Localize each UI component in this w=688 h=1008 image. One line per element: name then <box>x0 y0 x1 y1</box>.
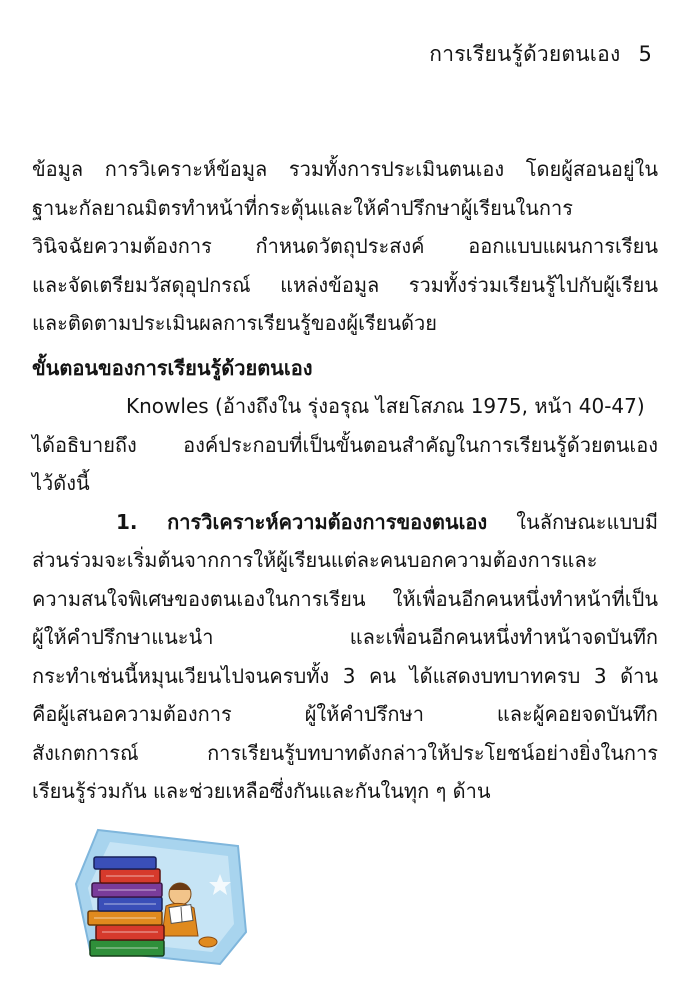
running-header <box>429 38 652 71</box>
item-1-title: 1. การวิเคราะห์ความต้องการของตนเอง <box>116 509 488 534</box>
intro-line: และติดตามประเมินผลการเรียนรู้ของผู้เรียนด้วย <box>32 311 437 335</box>
section-heading: ขั้นตอนของการเรียนรู้ด้วยตนเอง <box>32 355 313 380</box>
item-1-line: สังเกตการณ์ การเรียนรู้บทบาทดังกล่าวให้ประโยชน์อย่างยิ่งในการ <box>32 740 658 765</box>
item-1-line: กระทำเช่นนี้หมุนเวียนไปจนครบทั้ง 3 คน ได้แสดงบทบาทครบ 3 ด้าน <box>32 663 658 688</box>
books-illustration-svg <box>70 824 250 974</box>
item-1-line: ผู้ให้คำปรึกษาแนะนำ และเพื่อนอีกคนหนึ่งทำหน้าจดบันทึก <box>32 625 658 649</box>
citation-line: ไว้ดังนี้ <box>32 471 90 495</box>
page-number: 5 <box>638 42 652 66</box>
citation-line: Knowles (อ้างถึงใน รุ่งอรุณ ไสยโสภณ 1975, หน้า 40-47) <box>126 394 645 418</box>
intro-line: ข้อมูล การวิเคราะห์ข้อมูล รวมทั้งการประเมินตนเอง โดยผู้สอนอยู่ใน <box>32 157 658 181</box>
item-1-line: ความสนใจพิเศษของตนเองในการเรียน ให้เพื่อนอีกคนหนึ่งทำหน้าที่เป็น <box>32 586 658 611</box>
books-reading-icon <box>70 824 250 974</box>
item-1-line: คือผู้เสนอความต้องการ ผู้ให้คำปรึกษา และผู้คอยจดบันทึก <box>32 702 658 726</box>
item-1-first-line <box>32 503 658 542</box>
citation-line: ได้อธิบายถึง องค์ประกอบที่เป็นขั้นตอนสำคัญในการเรียนรู้ด้วยตนเอง <box>32 432 658 457</box>
intro-line: ฐานะกัลยาณมิตรทำหน้าที่กระตุ้นและให้คำปรึกษาผู้เรียนในการ <box>32 195 574 220</box>
header-title: การเรียนรู้ด้วยตนเอง <box>429 42 621 66</box>
intro-line: วินิจฉัยความต้องการ กำหนดวัตถุประสงค์ ออกแบบแผนการเรียน <box>32 234 658 258</box>
item-1-line: ส่วนร่วมจะเริ่มต้นจากการให้ผู้เรียนแต่ละคนบอกความต้องการและ <box>32 548 598 572</box>
body-text <box>32 150 658 811</box>
intro-line: และจัดเตรียมวัสดุอุปกรณ์ แหล่งข้อมูล รวมทั้งร่วมเรียนรู้ไปกับผู้เรียน <box>32 272 658 297</box>
item-1-line: เรียนรู้ร่วมกัน และช่วยเหลือซึ่งกันและกันในทุก ๆ ด้าน <box>32 779 491 803</box>
item-1-first-line-rest: ในลักษณะแบบมี <box>516 509 659 534</box>
